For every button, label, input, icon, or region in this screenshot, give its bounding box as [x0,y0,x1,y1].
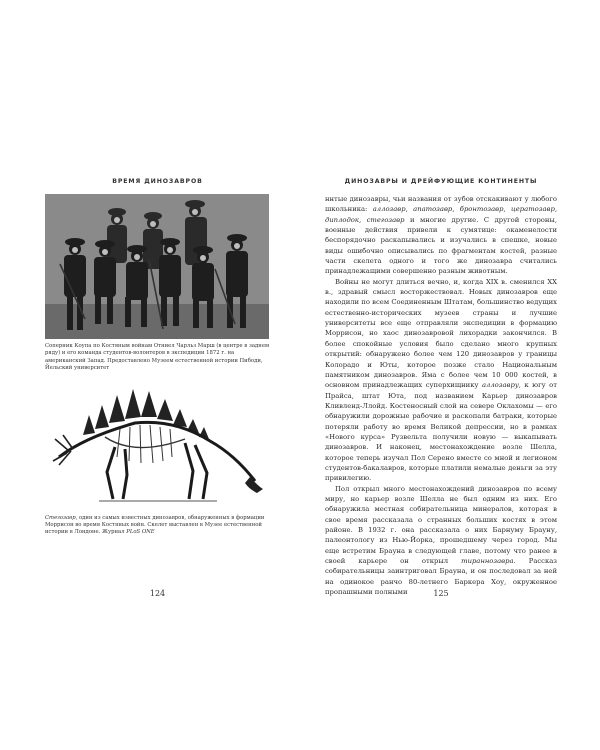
paragraph-1 [325,194,557,277]
page-number-right: 125 [433,589,449,598]
paragraph-2-taxon: аллозавру [481,381,519,390]
photo-caption: Соперник Коупа по Костяным войнам Отниел Чарльз Марш (в центре в заднем ряду) и его команда студентов-волонтеров в экспедиции 1872 г. на американский Запад. Предоставлено Музеем естественной истории Пибоди, Йельский университет [45,343,270,372]
paragraph-2-text-b: , к югу от Прайса, штат Юта, под названием Карьер динозавров Кливленд-Ллойд. Костеносный слой на севере Оклахомы — его обнаружили дорожные рабочие и раскопали батраки, которые потеряли работу во время Великой депрессии, но в рамках «Нового курса» Рузвельта получили новую — выкапывать динозавров. И наконец, местонахождение возле Шелла, которое теперь изучал Пол Серено вместе со мной и легионом студентов-бакалавров, которые платили немалые деньги за эту привилегию. [325,381,557,483]
paragraph-1-text-b: и многие другие. С другой стороны, военные действия привели к сумятице: окаменелости беспорядочно раскапывались и изучались в спешке, новые виды ошибочно описывались по фрагментам костей, разные части скелета одного и того же динозавра считались принадлежащими совершенно разным животным. [325,215,557,276]
paragraph-1-taxa: аллозавр, апатозавр, бронтозавр, цератозавр, диплодок, стегозавр [325,205,557,224]
paragraph-3-text-a: Пол открыл много местонахождений динозавров по всему миру, но карьер возле Шелла не был одним из них. Его обнаружила местная собирательница минералов, которая в свое время рассказала о странных больших костях в этом районе. В 1932 г. она рассказала о них Барнуму Брауну, палеонтологу из Нью-Йорка, прошедшему через город. Мы еще встретим Брауна в следующей главе, потому что ранее в своей карьере он открыл [325,484,557,566]
paragraph-1-text-a: ннтые динозавры, чьи названия от зубов отскакивают у любого школьника: [325,195,557,214]
body-text [325,194,557,597]
running-head-left: ВРЕМЯ ДИНОЗАВРОВ [112,178,203,185]
page-number-left: 124 [149,589,166,598]
expedition-team-photo [45,194,269,339]
skeleton-caption [45,515,270,537]
right-page [325,178,557,598]
expedition-team-illustration [45,194,269,339]
skeleton-caption-taxon: Стегозавр [45,514,76,521]
stegosaurus-skeleton-illustration [45,377,269,507]
skeleton-caption-text: , один из самых известных динозавров, обнаруженных в формации Моррисон во время Костяных войн. Скелет выставлен в Музее естественной истории в Лондоне. Журнал [45,514,265,536]
skeleton-caption-journal: PLoS ONE [126,529,155,536]
paragraph-2 [325,277,557,484]
running-head-right: ДИНОЗАВРЫ И ДРЕЙФУЮЩИЕ КОНТИНЕНТЫ [344,178,538,185]
paragraph-3-text-b: . Рассказ собирательницы заинтриговал Брауна, и он последовал за ней на одинокое ранчо 80-летнего Баркера Хоу, окруженное пропашными полными [325,557,557,597]
paragraph-2-text-a: Войны не могут длиться вечно, и, когда XIX в. сменился XX в., здравый смысл восторжествовал. Новых динозавров еще находили по всем Соединенным Штатам, большинство ведущих естественно-исторических музеев страны и лучшие университеты все еще отправляли экспедиции в формацию Моррисон, но хаос динозавровой лихорадки закончился. В более спокойные условия было сделано много крупных открытий: обнаружено более чем 120 динозавров у границы Колорадо и Юты, которое позже стало Национальным памятником динозавров. Яма с более чем 10 000 костей, в основном принадлежащих суперхищнику [325,277,557,390]
paragraph-3 [325,484,557,598]
paragraph-3-taxon: тираннозавра [461,557,514,566]
left-page [45,178,270,598]
